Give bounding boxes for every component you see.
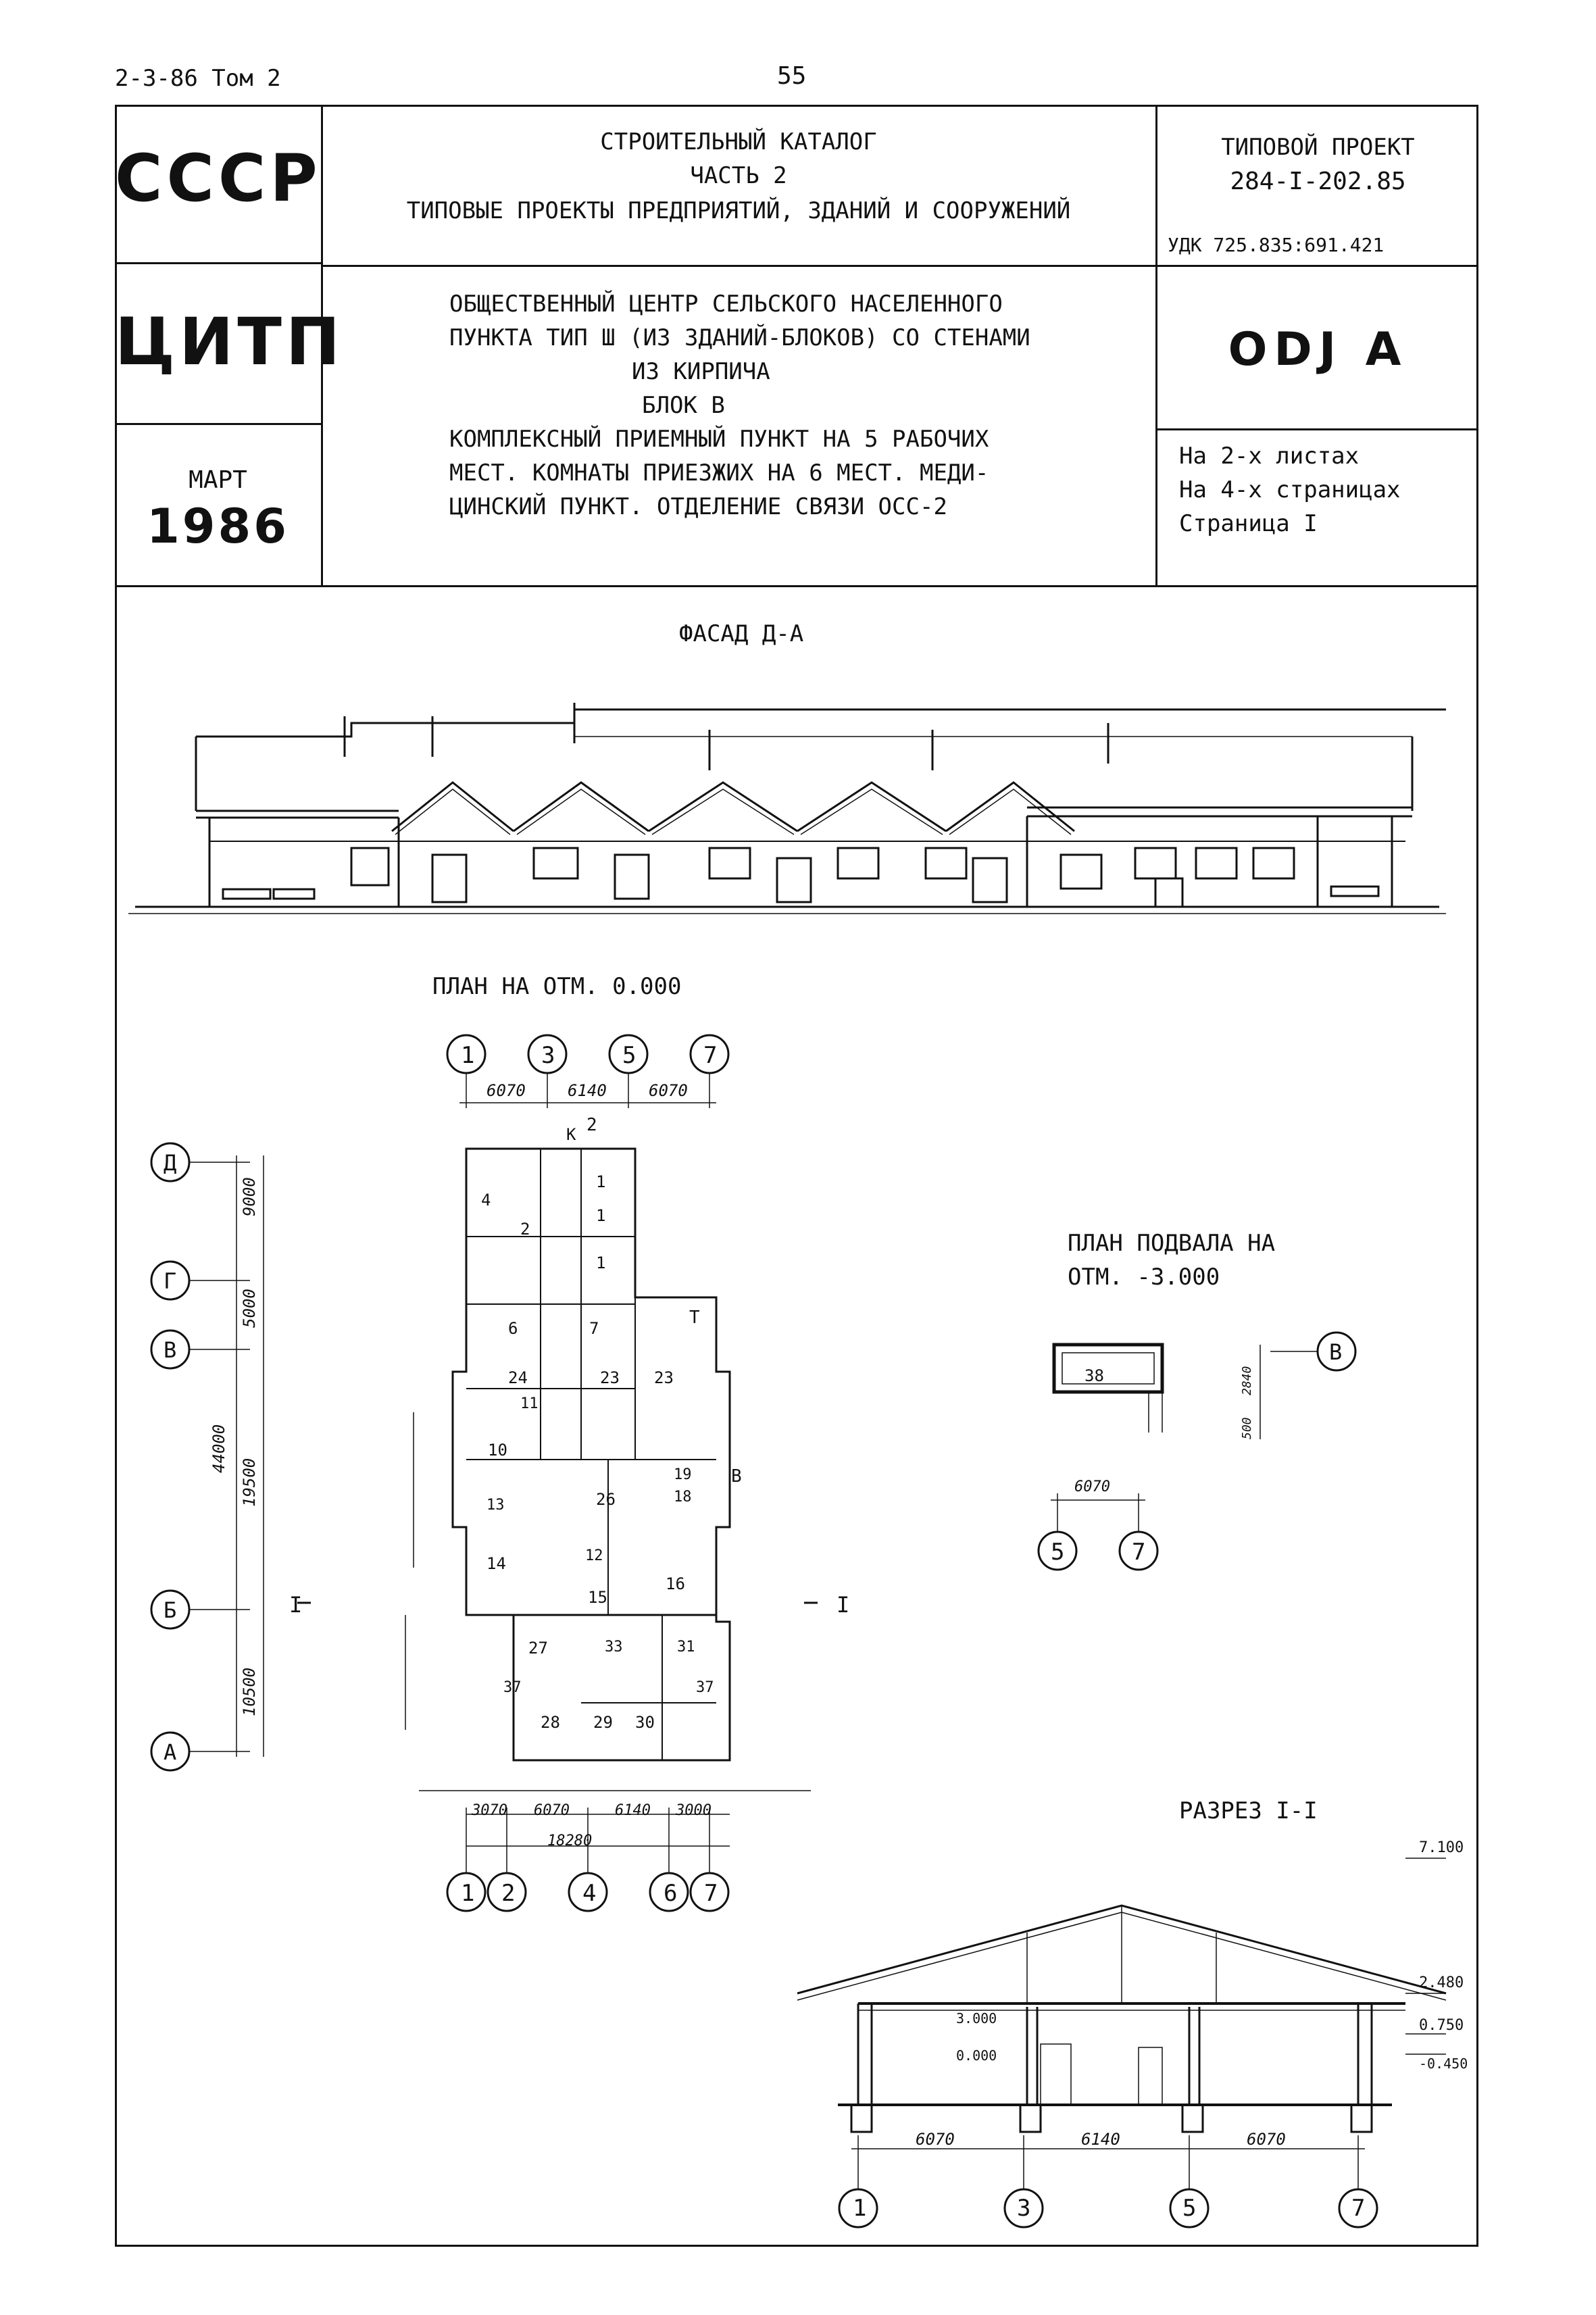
section-marker-left: I: [289, 1592, 303, 1618]
title-line-3: ИЗ КИРПИЧА: [632, 358, 770, 385]
plan-bottom-axis-6: 6: [664, 1880, 678, 1907]
plan-row-label-d: Д: [164, 1150, 177, 1176]
document-code: ОDJ А: [1228, 323, 1408, 376]
facade-drawing: [128, 696, 1446, 939]
left-cell-divider-2: [115, 423, 321, 425]
issue-month: МАРТ: [189, 466, 247, 494]
title-block-bottom-border: [115, 585, 1478, 587]
plan-row-label-a: А: [164, 1739, 177, 1765]
room-label: 16: [666, 1574, 685, 1593]
plan-row-label-g: Г: [164, 1268, 177, 1294]
level-mark-ground: -0.450: [1419, 2056, 1468, 2072]
room-label: 2: [520, 1220, 530, 1239]
catalog-title-line-3: ТИПОВЫЕ ПРОЕКТЫ ПРЕДПРИЯТИЙ, ЗДАНИЙ И СООРУЖЕНИЙ: [406, 197, 1071, 224]
organization-label: ЦИТП: [115, 304, 345, 380]
plan-axis-label-5: 5: [622, 1042, 637, 1069]
room-label: 14: [487, 1554, 506, 1573]
room-label: 37: [503, 1679, 522, 1696]
project-number: 284-I-202.85: [1230, 168, 1406, 195]
country-label: СССР: [115, 141, 322, 216]
room-label: 1: [596, 1206, 606, 1225]
plan-bottom-axis-7: 7: [704, 1880, 718, 1907]
room-label: 1: [596, 1253, 606, 1272]
plan-dim-top-1: 6070: [487, 1081, 526, 1100]
cut-label-k: К: [566, 1125, 576, 1144]
plan-dim-bottom-4: 3000: [676, 1802, 712, 1819]
code-divider: [1155, 428, 1478, 430]
plan-dim-bottom-3: 6140: [615, 1802, 651, 1819]
plan-axis-label-1: 1: [461, 1042, 475, 1069]
room-label: 23: [600, 1368, 620, 1387]
plan-bottom-axis-1: 1: [461, 1880, 475, 1907]
room-label: 37: [696, 1679, 714, 1696]
basement-title-line-1: ПЛАН ПОДВАЛА НА: [1068, 1230, 1276, 1257]
room-label: 30: [635, 1713, 655, 1732]
section-dim-2: 6140: [1081, 2130, 1120, 2149]
plan-axis-label-3: 3: [541, 1042, 555, 1069]
plan-bottom-axis-2: 2: [501, 1880, 516, 1907]
basement-dim-v: 2840: [1240, 1366, 1254, 1395]
section-axis-1: 1: [853, 2195, 867, 2222]
catalog-title-line-1: СТРОИТЕЛЬНЫЙ КАТАЛОГ: [600, 128, 877, 155]
page-label: Страница I: [1179, 510, 1318, 537]
room-label: 23: [654, 1368, 674, 1387]
room-label: 15: [588, 1588, 607, 1607]
catalog-title-line-2: ЧАСТЬ 2: [690, 162, 787, 189]
basement-title-line-2: ОТМ. -3.000: [1068, 1264, 1220, 1291]
section-axis-3: 3: [1017, 2195, 1031, 2222]
section-title: РАЗРЕЗ I-I: [1179, 1797, 1318, 1824]
project-label: ТИПОВОЙ ПРОЕКТ: [1221, 134, 1415, 161]
plan-row-label-b: Б: [164, 1597, 177, 1623]
section-drawing: [770, 1838, 1487, 2243]
plan-dim-total-width: 18280: [547, 1833, 593, 1849]
title-line-5: КОМПЛЕКСНЫЙ ПРИЕМНЫЙ ПУНКТ НА 5 РАБОЧИХ: [449, 426, 989, 453]
facade-title: ФАСАД Д-А: [679, 620, 804, 647]
cut-label-top: 2: [587, 1115, 597, 1135]
plan-dim-top-3: 6070: [649, 1081, 688, 1100]
level-mark-plinth: 0.750: [1419, 2017, 1464, 2034]
basement-axis-7: 7: [1132, 1539, 1146, 1566]
room-label: 26: [596, 1490, 616, 1509]
plan-dim-row-2: 5000: [240, 1289, 259, 1328]
title-line-7: ЦИНСКИЙ ПУНКТ. ОТДЕЛЕНИЕ СВЯЗИ ОСС-2: [449, 493, 947, 520]
level-mark-top: 7.100: [1419, 1839, 1464, 1856]
title-line-6: МЕСТ. КОМНАТЫ ПРИЕЗЖИХ НА 6 МЕСТ. МЕДИ-: [449, 459, 989, 487]
plan-title: ПЛАН НА ОТМ. 0.000: [432, 973, 682, 1000]
room-label: 29: [593, 1713, 613, 1732]
cut-label-v: В: [731, 1466, 742, 1487]
room-label: 1: [596, 1172, 606, 1191]
plan-dim-total-height: 44000: [209, 1424, 228, 1473]
plan-dim-bottom-1: 3070: [472, 1802, 507, 1819]
basement-room-number: 38: [1084, 1366, 1104, 1385]
plan-axis-label-7: 7: [703, 1042, 718, 1069]
title-line-1: ОБЩЕСТВЕННЫЙ ЦЕНТР СЕЛЬСКОГО НАСЕЛЕННОГО: [449, 291, 1003, 318]
room-label: 18: [674, 1489, 692, 1505]
left-cell-divider-1: [115, 262, 321, 264]
section-dim-3: 6070: [1247, 2130, 1286, 2149]
section-axis-7: 7: [1351, 2195, 1366, 2222]
room-label: 11: [520, 1395, 539, 1412]
room-label: 4: [481, 1191, 491, 1210]
room-label: 33: [605, 1639, 623, 1656]
room-label: 10: [488, 1441, 507, 1460]
plan-dim-row-4: 10500: [240, 1667, 259, 1716]
document-reference: 2-3-86 Том 2: [115, 65, 281, 92]
room-label: 31: [677, 1639, 695, 1656]
sheet-count: На 2-х листах: [1179, 443, 1360, 470]
room-label: 27: [528, 1639, 548, 1658]
level-mark-ceiling: 3.000: [956, 2010, 997, 2026]
level-mark-floor: 0.000: [956, 2047, 997, 2064]
room-label: 6: [508, 1319, 518, 1338]
room-label: 13: [487, 1497, 505, 1514]
plan-bottom-axis-4: 4: [582, 1880, 597, 1907]
title-line-2: ПУНКТА ТИП Ш (ИЗ ЗДАНИЙ-БЛОКОВ) СО СТЕНАМИ: [449, 324, 1030, 351]
plan-dim-row-3: 19500: [240, 1458, 259, 1507]
room-label: 24: [508, 1368, 528, 1387]
room-label: 7: [589, 1319, 599, 1338]
plan-dim-bottom-2: 6070: [534, 1802, 570, 1819]
section-dim-1: 6070: [916, 2130, 955, 2149]
page-count: На 4-х страницах: [1179, 476, 1401, 503]
room-label: 12: [585, 1547, 603, 1564]
basement-dim-v2: 500: [1240, 1417, 1254, 1439]
room-label: 28: [541, 1713, 560, 1732]
level-mark-eave: 2.480: [1419, 1974, 1464, 1991]
section-marker-right: I: [837, 1592, 850, 1618]
room-label: 19: [674, 1466, 692, 1483]
plan-dim-row-1: 9000: [240, 1177, 259, 1216]
basement-axis-label: В: [1329, 1339, 1343, 1365]
title-line-4: БЛОК В: [642, 392, 725, 419]
page-number: 55: [777, 62, 807, 90]
basement-dim-h: 6070: [1074, 1478, 1110, 1495]
udk-code: УДК 725.835:691.421: [1168, 234, 1385, 256]
issue-year: 1986: [147, 499, 289, 554]
catalog-divider: [321, 265, 1478, 267]
cut-label-t: Т: [689, 1308, 700, 1328]
section-axis-5: 5: [1182, 2195, 1197, 2222]
basement-axis-5: 5: [1051, 1539, 1065, 1566]
plan-dim-top-2: 6140: [568, 1081, 607, 1100]
plan-row-label-v: В: [164, 1337, 177, 1363]
